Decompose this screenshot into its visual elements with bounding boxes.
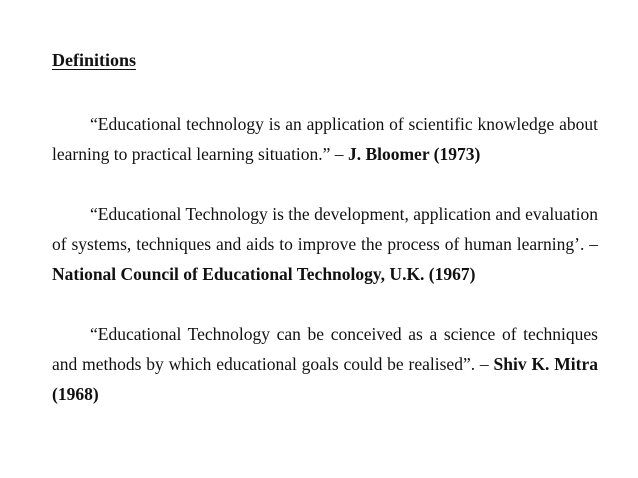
definition-paragraph bbox=[52, 319, 598, 409]
page-title: Definitions bbox=[52, 50, 137, 70]
definition-author: Shiv K. Mitra (1968) bbox=[52, 354, 598, 404]
definition-quote: “Educational technology is an application of scientific knowledge about learning to practical learning situation.” – bbox=[52, 114, 598, 164]
definition-quote: “Educational Technology can be conceived as a science of techniques and methods by which educational goals could be realised”. – bbox=[52, 324, 598, 374]
definition-paragraph bbox=[52, 109, 598, 169]
definition-author: National Council of Educational Technology, U.K. (1967) bbox=[52, 264, 476, 284]
definition-paragraph bbox=[52, 199, 598, 289]
definition-quote: “Educational Technology is the development, application and evaluation of systems, techniques and aids to improve the process of human learning’. – bbox=[52, 204, 598, 254]
definition-author: J. Bloomer (1973) bbox=[347, 144, 481, 164]
